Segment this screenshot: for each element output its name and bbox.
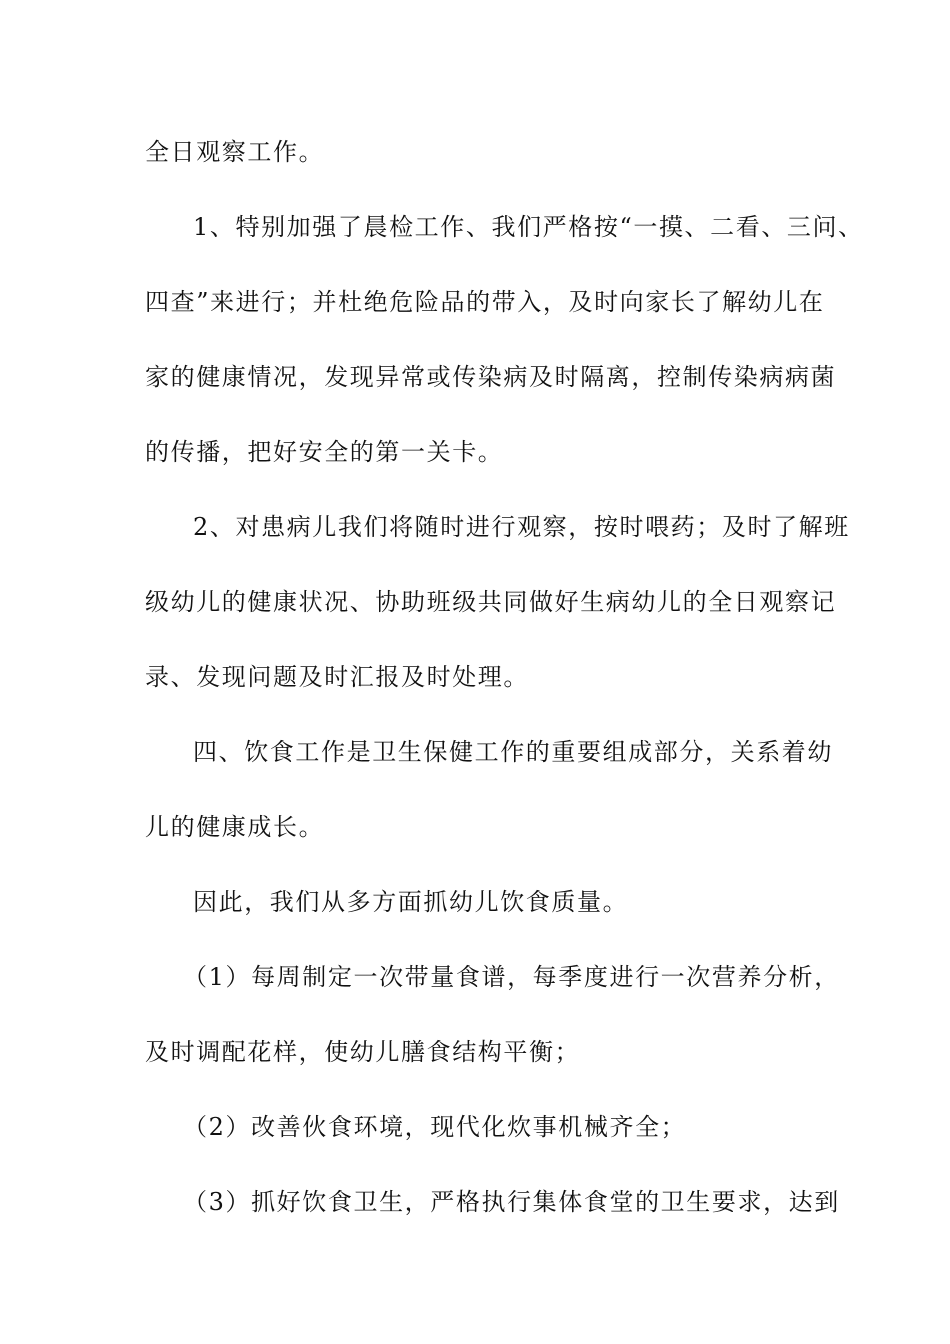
text-line: 家的健康情况，发现异常或传染病及时隔离，控制传染病病菌 [145,363,837,391]
text-line: 录、发现问题及时汇报及时处理。 [145,663,529,691]
text-line: 级幼儿的健康状况、协助班级共同做好生病幼儿的全日观察记 [145,588,837,616]
text-line: 1、特别加强了晨检工作、我们严格按“一摸、二看、三问、 [193,213,864,241]
text-line: 四、饮食工作是卫生保健工作的重要组成部分，关系着幼 [193,738,833,766]
text-line: 的传播，把好安全的第一关卡。 [145,438,504,466]
text-line: 及时调配花样，使幼儿膳食结构平衡； [145,1038,581,1066]
text-line: 四查”来进行；并杜绝危险品的带入，及时向家长了解幼儿在 [145,288,825,316]
text-line: （3）抓好饮食卫生，严格执行集体食堂的卫生要求，达到 [183,1188,840,1216]
text-line: 因此，我们从多方面抓幼儿饮食质量。 [193,888,629,916]
text-line: （1）每周制定一次带量食谱，每季度进行一次营养分析， [183,963,840,991]
text-line: 2、对患病儿我们将随时进行观察，按时喂药；及时了解班 [193,513,850,541]
text-line: （2）改善伙食环境，现代化炊事机械齐全； [183,1113,687,1141]
text-line: 全日观察工作。 [145,138,325,166]
text-line: 儿的健康成长。 [145,813,325,841]
